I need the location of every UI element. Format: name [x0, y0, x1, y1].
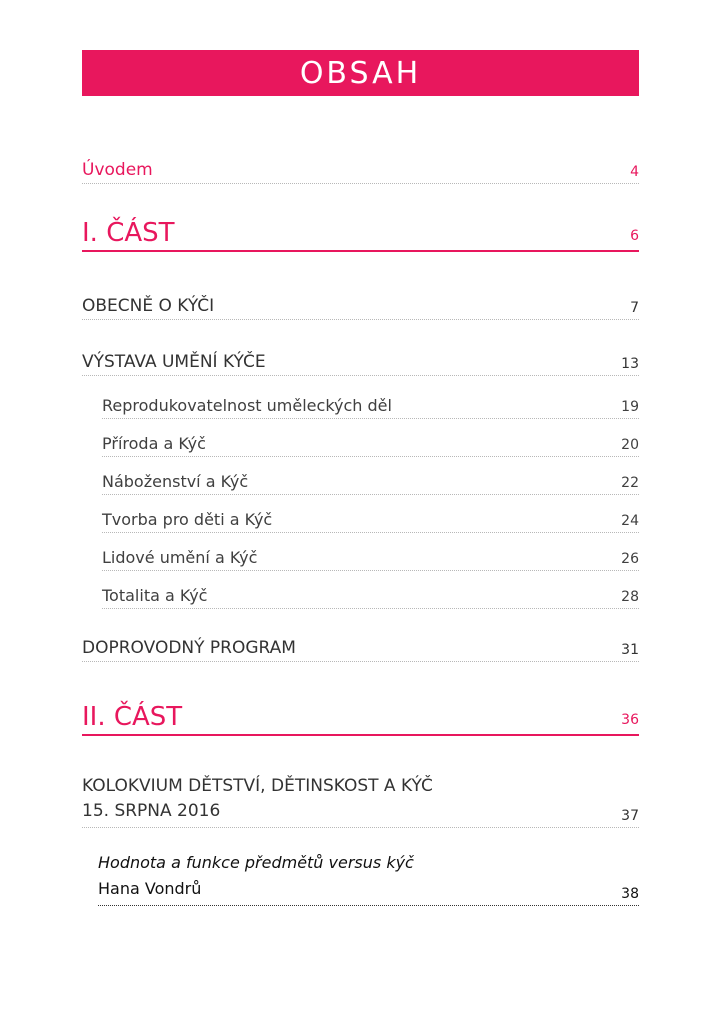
toc-entry-title: Úvodem: [82, 160, 153, 180]
toc-article-title: Hodnota a funkce předmětů versus kýč: [98, 853, 414, 872]
title-banner: [82, 50, 639, 96]
toc-subentry-title: Tvorba pro děti a Kýč: [102, 510, 273, 529]
toc-part-page: 6: [630, 228, 639, 244]
toc-part-2[interactable]: [82, 696, 639, 736]
toc-entry-page: 37: [621, 808, 639, 824]
toc-subentry-title: Příroda a Kýč: [102, 434, 206, 453]
toc-entry-uvodem[interactable]: [82, 156, 639, 184]
toc-article-author: Hana Vondrů: [98, 879, 202, 898]
toc-entry-title: [82, 774, 433, 824]
toc-entry-title: DOPROVODNÝ PROGRAM: [82, 638, 296, 658]
toc-entry-page: 7: [630, 300, 639, 316]
toc-entry-kolokvium[interactable]: [82, 774, 639, 828]
page-title: OBSAH: [299, 55, 422, 91]
toc-article-text: [98, 850, 414, 902]
toc-subentry-page: 20: [621, 437, 639, 453]
toc-subentry-title: Reprodukovatelnost uměleckých děl: [102, 396, 392, 415]
toc-entry-title: VÝSTAVA UMĚNÍ KÝČE: [82, 352, 266, 372]
toc-subentry[interactable]: [102, 469, 639, 495]
toc-entry-title: OBECNĚ O KÝČI: [82, 296, 215, 316]
toc-entry-page: 31: [621, 642, 639, 658]
toc-subentry-page: 24: [621, 513, 639, 529]
toc-entry-page: 4: [630, 164, 639, 180]
toc-subentry-title: Totalita a Kýč: [102, 586, 208, 605]
toc-subentry[interactable]: [102, 507, 639, 533]
toc-part-page: 36: [621, 712, 639, 728]
toc-subentry-page: 28: [621, 589, 639, 605]
toc-entry-page: 13: [621, 356, 639, 372]
toc-subentry[interactable]: [102, 393, 639, 419]
toc-part-1[interactable]: [82, 212, 639, 252]
toc-entry-obecne[interactable]: [82, 292, 639, 320]
toc-entry-title-line1: KOLOKVIUM DĚTSTVÍ, DĚTINSKOST A KÝČ: [82, 776, 433, 796]
toc-subentry-title: Náboženství a Kýč: [102, 472, 249, 491]
toc-part-title: II. ČÁST: [82, 702, 183, 732]
toc-subentry-page: 26: [621, 551, 639, 567]
toc-entry-page: 38: [621, 886, 639, 902]
toc-subentry-page: 19: [621, 399, 639, 415]
toc-entry-vystava[interactable]: [82, 348, 639, 376]
toc-entry-title-line2: 15. SRPNA 2016: [82, 801, 221, 821]
toc-subentry[interactable]: [102, 431, 639, 457]
toc-part-title: I. ČÁST: [82, 218, 175, 248]
toc-subentry[interactable]: [102, 545, 639, 571]
toc-subentry-title: Lidové umění a Kýč: [102, 548, 258, 567]
toc-subentry-page: 22: [621, 475, 639, 491]
toc-entry-doprovodny[interactable]: [82, 634, 639, 662]
toc-subentry[interactable]: [102, 583, 639, 609]
toc-entry-article[interactable]: [98, 852, 639, 906]
